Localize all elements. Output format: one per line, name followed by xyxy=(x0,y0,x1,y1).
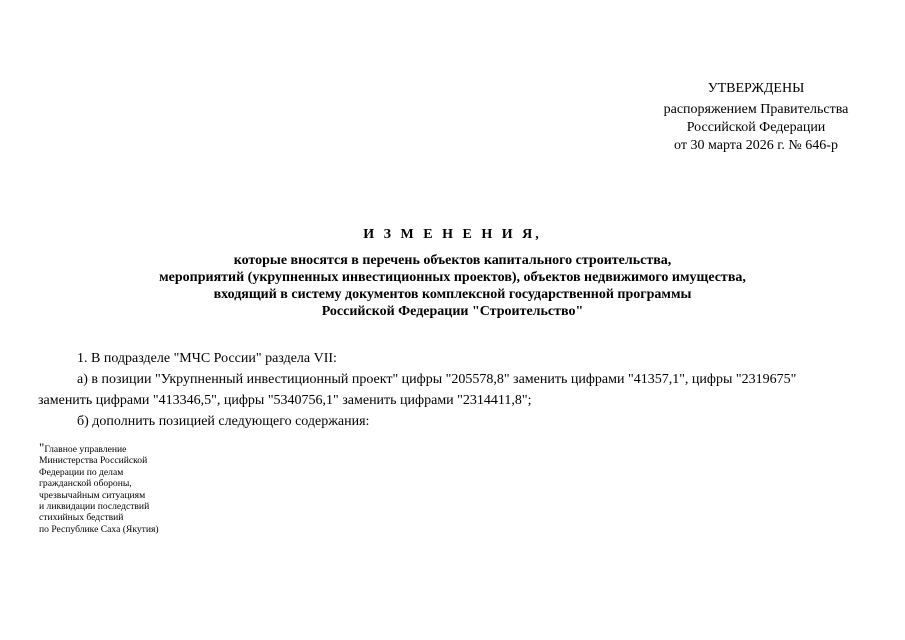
quoted-line: Федерации по делам xyxy=(39,466,124,478)
quoted-line: гражданской обороны, xyxy=(39,478,132,490)
document-body xyxy=(38,348,873,432)
quoted-position xyxy=(39,440,239,535)
heading-title: И З М Е Н Е Н И Я, xyxy=(363,227,542,242)
paragraph-item-1: 1. В подразделе "МЧС России" раздела VII: xyxy=(77,351,337,366)
opening-quote-mark: " xyxy=(39,440,45,455)
paragraph-item-a: а) в позиции "Укрупненный инвестиционный проект" цифры "205578,8" заменить цифрами "41357,1", цифры "2319675" xyxy=(77,372,797,387)
paragraph-item-a-continued: заменить цифрами "413346,5", цифры "5340756,1" заменить цифрами "2314411,8"; xyxy=(38,393,532,408)
approval-line: Российской Федерации xyxy=(686,120,826,135)
heading-subtitle-line: входящий в систему документов комплексной государственной программы xyxy=(213,287,692,302)
approval-line: от 30 марта 2026 г. № 646-р xyxy=(674,138,838,153)
heading-subtitle-line: мероприятий (укрупненных инвестиционных проектов), объектов недвижимого имущества, xyxy=(159,270,746,285)
approval-block xyxy=(640,80,872,155)
heading-subtitle-line: Российской Федерации "Строительство" xyxy=(321,304,584,319)
quoted-line: Министерства Российской xyxy=(39,455,148,467)
quoted-line xyxy=(39,440,239,455)
document-heading xyxy=(0,226,905,320)
quoted-line: по Республике Саха (Якутия) xyxy=(39,523,159,535)
approval-line: распоряжением Правительства xyxy=(663,102,849,117)
quoted-line: и ликвидации последствий xyxy=(39,501,150,513)
quoted-line: стихийных бедствий xyxy=(39,512,124,524)
quoted-text: Главное управление xyxy=(44,444,127,455)
approval-title: УТВЕРЖДЕНЫ xyxy=(707,81,805,96)
paragraph-item-b: б) дополнить позицией следующего содержания: xyxy=(77,414,370,429)
heading-subtitle-line: которые вносятся в перечень объектов капитального строительства, xyxy=(233,253,672,268)
quoted-line: чрезвычайным ситуациям xyxy=(39,489,146,501)
